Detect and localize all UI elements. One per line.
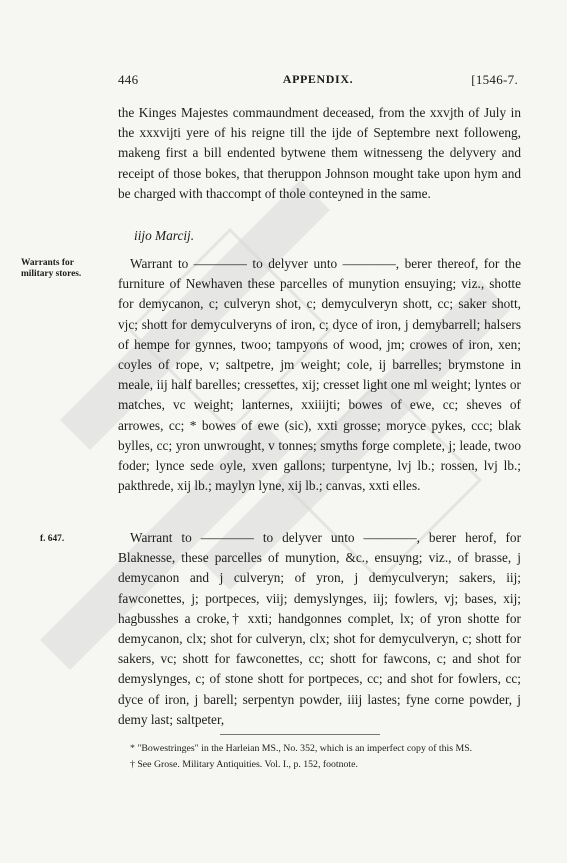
footnote-divider xyxy=(220,734,380,735)
paragraph-1: the Kinges Majestes commaundment deceased, from the xxvjth of July in the xxxvijti yere of his reigne till the ijde of Septembre next followeng, makeng first a bill endented bytwene them witnesseng the delyvery and receipt of those bokes, that theruppon Johnson mought take upon hym and be charged with thaccompt of thole conteyned in the same. xyxy=(118,105,521,201)
footnote-2: † See Grose. Military Antiquities. Vol. I., p. 152, footnote. xyxy=(130,759,358,770)
running-header xyxy=(118,72,518,90)
paragraph-3: Warrant to ———— to delyver unto ————, berer herof, for Blaknesse, these parcelles of munytion, &c., ensuyng; viz., of brasse, j demycanon and j culveryn; of yron, j demyculveryn; sakers, iij; fawconettes, j; portpeces, viij; demyslynges, iij; fowlers, vj; bases, xij; hagbusshes a croke,† xxti; handgonnes complet, lx; of yron shotte for demycanon, clx; shot for culveryn, clx; shot for demyculveryn, c; shott for sakers, vc; shott for fawconettes, cc; shott for fawcons, c; and shot for demyslynges, c; of stone shott for portpeces, cc; and shot for fowlers, cc; dyce of iron, j barell; serpentyn powder, iiij lastes; fyne corne powder, j demy last; saltpeter, xyxy=(118,530,521,727)
running-title: APPENDIX. xyxy=(282,72,354,86)
date-heading: iijo Marcij. xyxy=(134,228,195,243)
page-number: 446 xyxy=(118,72,139,87)
header-year: [1546-7. xyxy=(471,72,518,87)
footnote-1: * "Bowestringes" in the Harleian MS., No. 352, which is an imperfect copy of this MS. xyxy=(130,743,473,754)
margin-note-warrants: Warrants for military stores. xyxy=(21,258,82,279)
footnotes xyxy=(118,742,518,774)
paragraph-2: Warrant to ———— to delyver unto ————, berer thereof, for the furniture of Newhaven these parcelles of munytion ensuying; viz., shotte for demycanon, c; culveryn shot, c; demyculveryn shott, cc; saker shott, vjc; shott for demyculveryns of iron, c; dyce of iron, j demybarrell; halsers of hempe for gynnes, twoo; tampyons of wood, jm; crowes of iron, xen; coyles of rope, v; saltpetre, jm weight; cole, ij barrelles; brymstone in meale, iij half barelles; cressettes, xij; cresset light one ml weight; lyntes or matches, vc weight; lanternes, xxiiijti; bowes of ewe, cc; sheves of arrowes, cc; * bowes of ewe (sic), xxti grosse; moryce pykes, ccc; blak bylles, cc; yron unwrought, v tonnes; smyths forge complete, j; leade, twoo foder; lynce sede oyle, xven gallons; turpentyne, lvj lb.; rossen, lvj lb.; pakthrede, xij lb.; maylyn lyne, xij lb.; canvas, xxti elles. xyxy=(118,256,521,494)
margin-note-folio: f. 647. xyxy=(40,534,65,544)
